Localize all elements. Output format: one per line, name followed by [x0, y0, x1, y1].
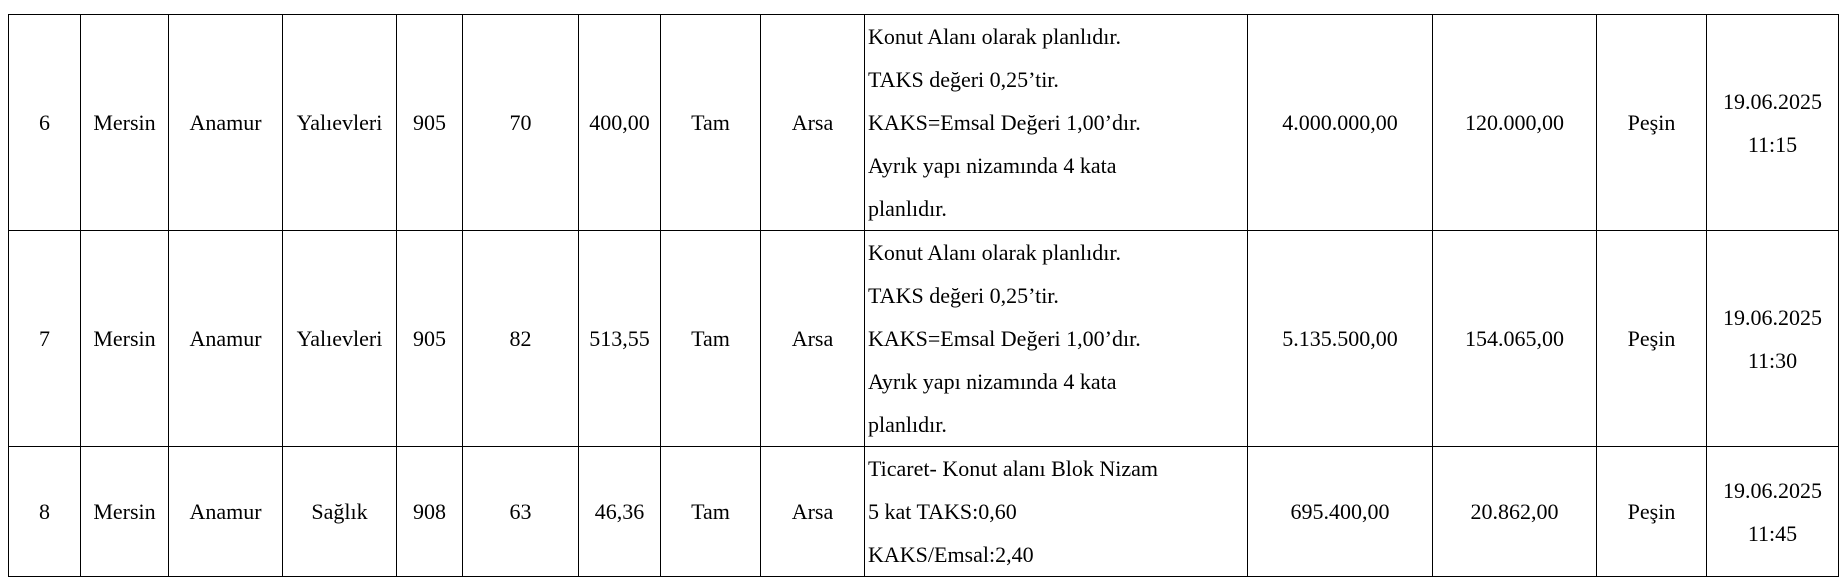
- zoning-line: KAKS/Emsal:2,40: [868, 542, 1034, 567]
- zoning-line: KAKS=Emsal Değeri 1,00’dır.: [868, 326, 1141, 351]
- zoning-description: [865, 231, 1248, 447]
- auction-time: 11:45: [1747, 520, 1798, 546]
- zoning-line: KAKS=Emsal Değeri 1,00’dır.: [868, 110, 1141, 135]
- block-number: 908: [397, 447, 463, 577]
- block-number: 905: [397, 231, 463, 447]
- district: Anamur: [169, 447, 283, 577]
- district: Anamur: [169, 231, 283, 447]
- zoning-line: planlıdır.: [868, 412, 947, 437]
- neighborhood: Yalıevleri: [283, 231, 397, 447]
- parcel-number: 70: [463, 15, 579, 231]
- parcel-number: 82: [463, 231, 579, 447]
- neighborhood: Yalıevleri: [283, 15, 397, 231]
- table-row: [9, 231, 1839, 447]
- estimated-value: 695.400,00: [1248, 447, 1433, 577]
- payment-type: Peşin: [1597, 447, 1707, 577]
- block-number: 905: [397, 15, 463, 231]
- zoning-description: [865, 447, 1248, 577]
- auction-time: 11:15: [1747, 131, 1798, 157]
- auction-datetime: [1707, 447, 1839, 577]
- auction-datetime: [1707, 15, 1839, 231]
- area: 513,55: [579, 231, 661, 447]
- zoning-line: TAKS değeri 0,25’tir.: [868, 283, 1059, 308]
- zoning-line: Ayrık yapı nizamında 4 kata: [868, 153, 1117, 178]
- share: Tam: [661, 231, 761, 447]
- auction-date: 19.06.2025: [1723, 304, 1822, 330]
- row-number: 8: [9, 447, 81, 577]
- zoning-description: [865, 15, 1248, 231]
- table-row: [9, 15, 1839, 231]
- area: 400,00: [579, 15, 661, 231]
- zoning-line: Konut Alanı olarak planlıdır.: [868, 240, 1121, 265]
- row-number: 7: [9, 231, 81, 447]
- share: Tam: [661, 15, 761, 231]
- payment-type: Peşin: [1597, 15, 1707, 231]
- property-type: Arsa: [761, 15, 865, 231]
- estimated-value: 4.000.000,00: [1248, 15, 1433, 231]
- table-row: [9, 447, 1839, 577]
- province: Mersin: [81, 447, 169, 577]
- row-number: 6: [9, 15, 81, 231]
- deposit: 120.000,00: [1433, 15, 1597, 231]
- zoning-line: planlıdır.: [868, 196, 947, 221]
- parcel-number: 63: [463, 447, 579, 577]
- province: Mersin: [81, 231, 169, 447]
- neighborhood: Sağlık: [283, 447, 397, 577]
- property-type: Arsa: [761, 231, 865, 447]
- auction-date: 19.06.2025: [1723, 477, 1822, 503]
- zoning-line: Konut Alanı olarak planlıdır.: [868, 24, 1121, 49]
- deposit: 20.862,00: [1433, 447, 1597, 577]
- zoning-line: TAKS değeri 0,25’tir.: [868, 67, 1059, 92]
- zoning-line: Ayrık yapı nizamında 4 kata: [868, 369, 1117, 394]
- province: Mersin: [81, 15, 169, 231]
- zoning-line: 5 kat TAKS:0,60: [868, 499, 1017, 524]
- district: Anamur: [169, 15, 283, 231]
- area: 46,36: [579, 447, 661, 577]
- estimated-value: 5.135.500,00: [1248, 231, 1433, 447]
- auction-datetime: [1707, 231, 1839, 447]
- zoning-line: Ticaret- Konut alanı Blok Nizam: [868, 456, 1159, 481]
- auction-time: 11:30: [1747, 347, 1798, 373]
- auction-table: [8, 14, 1839, 577]
- auction-date: 19.06.2025: [1723, 88, 1822, 114]
- deposit: 154.065,00: [1433, 231, 1597, 447]
- payment-type: Peşin: [1597, 231, 1707, 447]
- share: Tam: [661, 447, 761, 577]
- property-type: Arsa: [761, 447, 865, 577]
